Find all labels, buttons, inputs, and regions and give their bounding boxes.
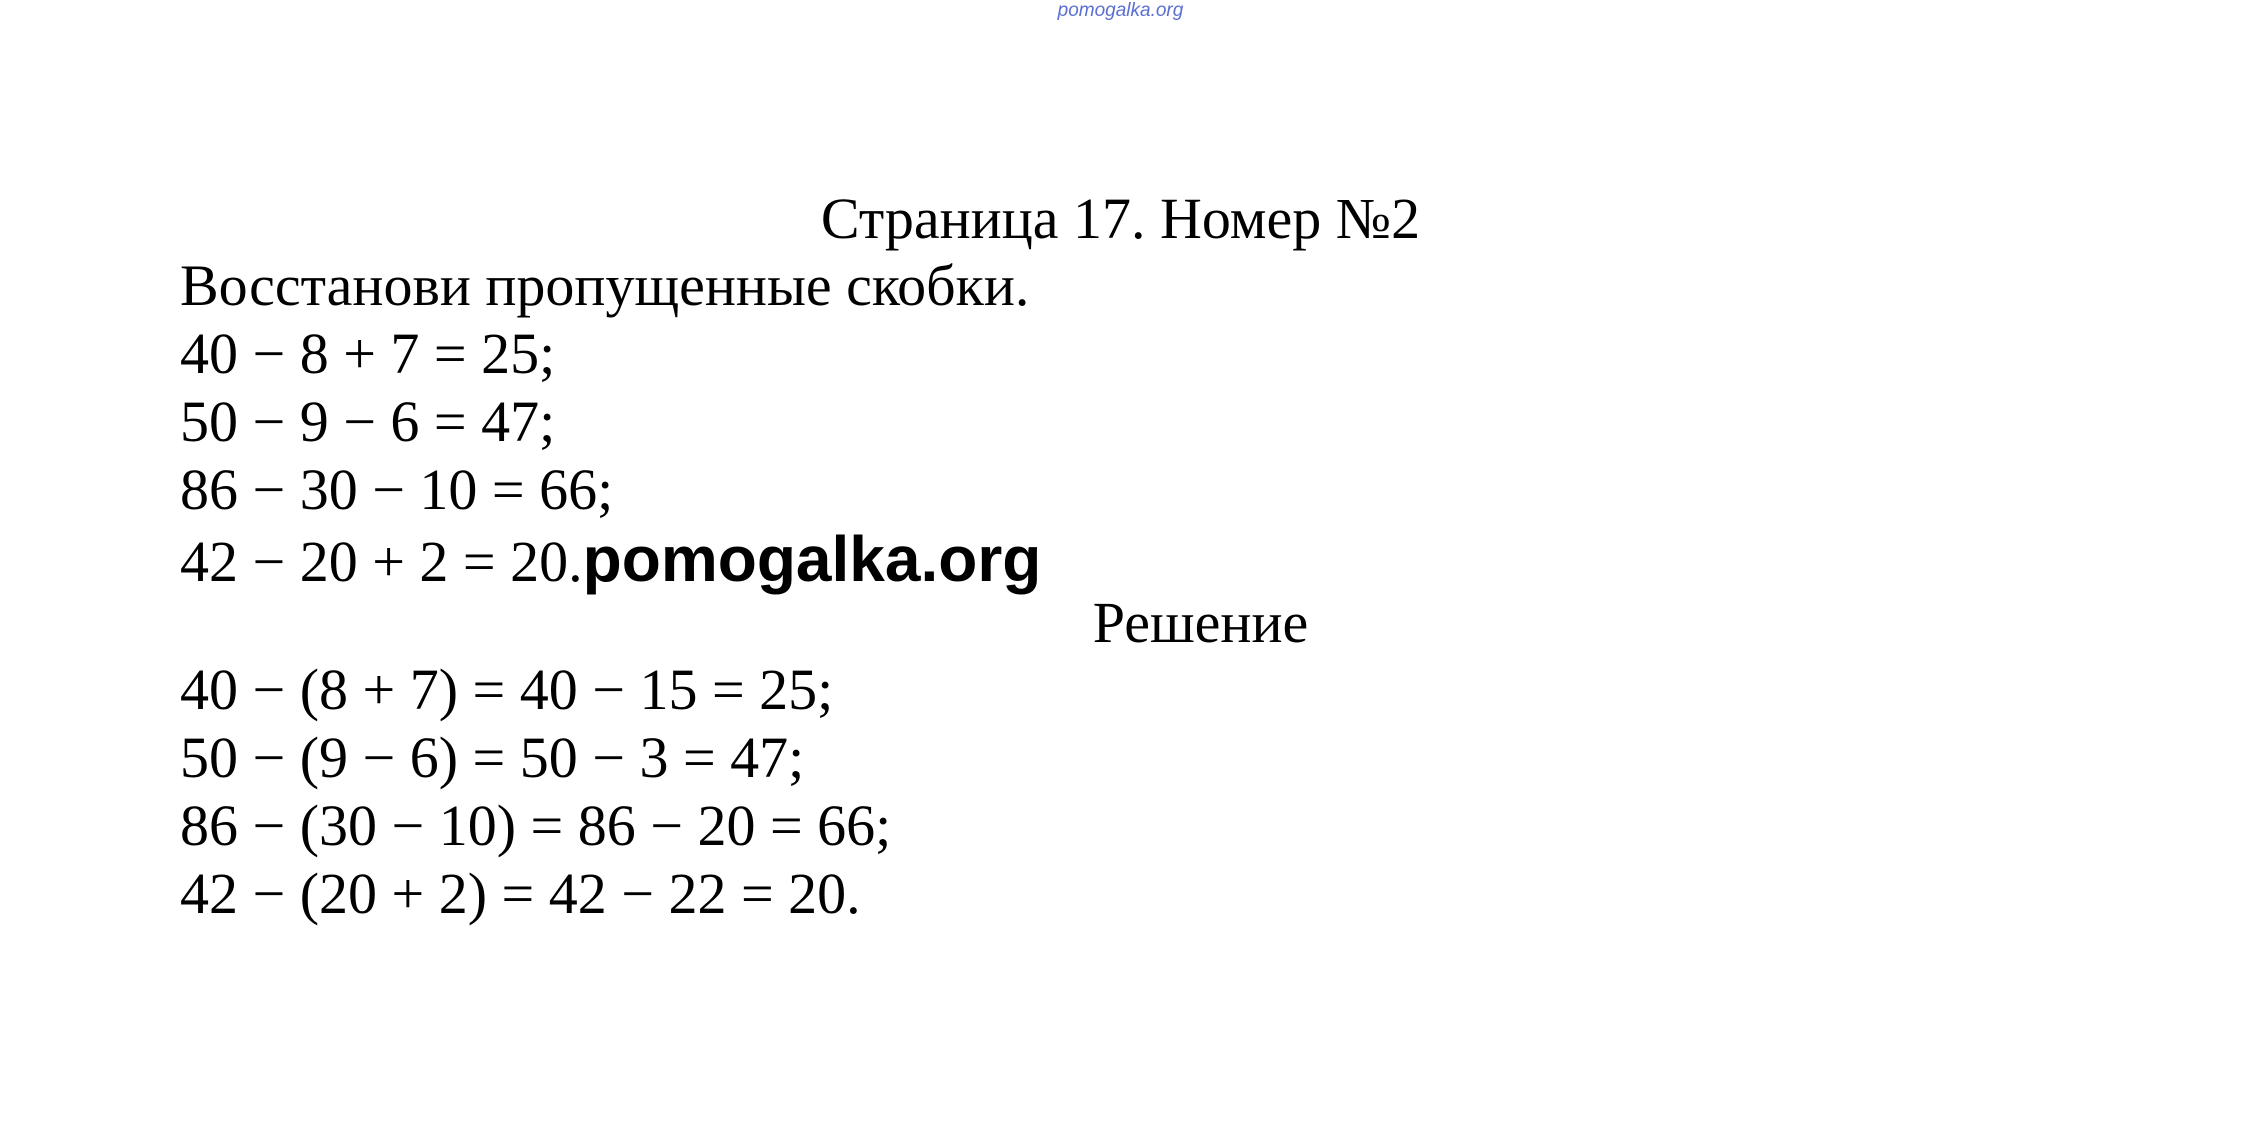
solution-heading: Решение bbox=[1092, 590, 1309, 655]
problem-1: 40 − 8 + 7 = 25; bbox=[180, 321, 556, 386]
inline-watermark: pomogalka.org bbox=[582, 523, 1042, 595]
problem-4: 42 − 20 + 2 = 20. bbox=[180, 529, 583, 594]
top-watermark: pomogalka.org bbox=[1057, 0, 1184, 21]
solution-2: 50 − (9 − 6) = 50 − 3 = 47; bbox=[180, 725, 805, 790]
problem-3: 86 − 30 − 10 = 66; bbox=[180, 457, 614, 522]
problem-2: 50 − 9 − 6 = 47; bbox=[180, 389, 556, 454]
solution-3: 86 − (30 − 10) = 86 − 20 = 66; bbox=[180, 793, 892, 858]
solution-4: 42 − (20 + 2) = 42 − 22 = 20. bbox=[180, 861, 861, 926]
task-text: Восстанови пропущенные скобки. bbox=[180, 253, 1030, 318]
solution-1: 40 − (8 + 7) = 40 − 15 = 25; bbox=[180, 657, 834, 722]
page-title: Страница 17. Номер №2 bbox=[820, 186, 1421, 251]
problem-4-row bbox=[180, 523, 1042, 595]
